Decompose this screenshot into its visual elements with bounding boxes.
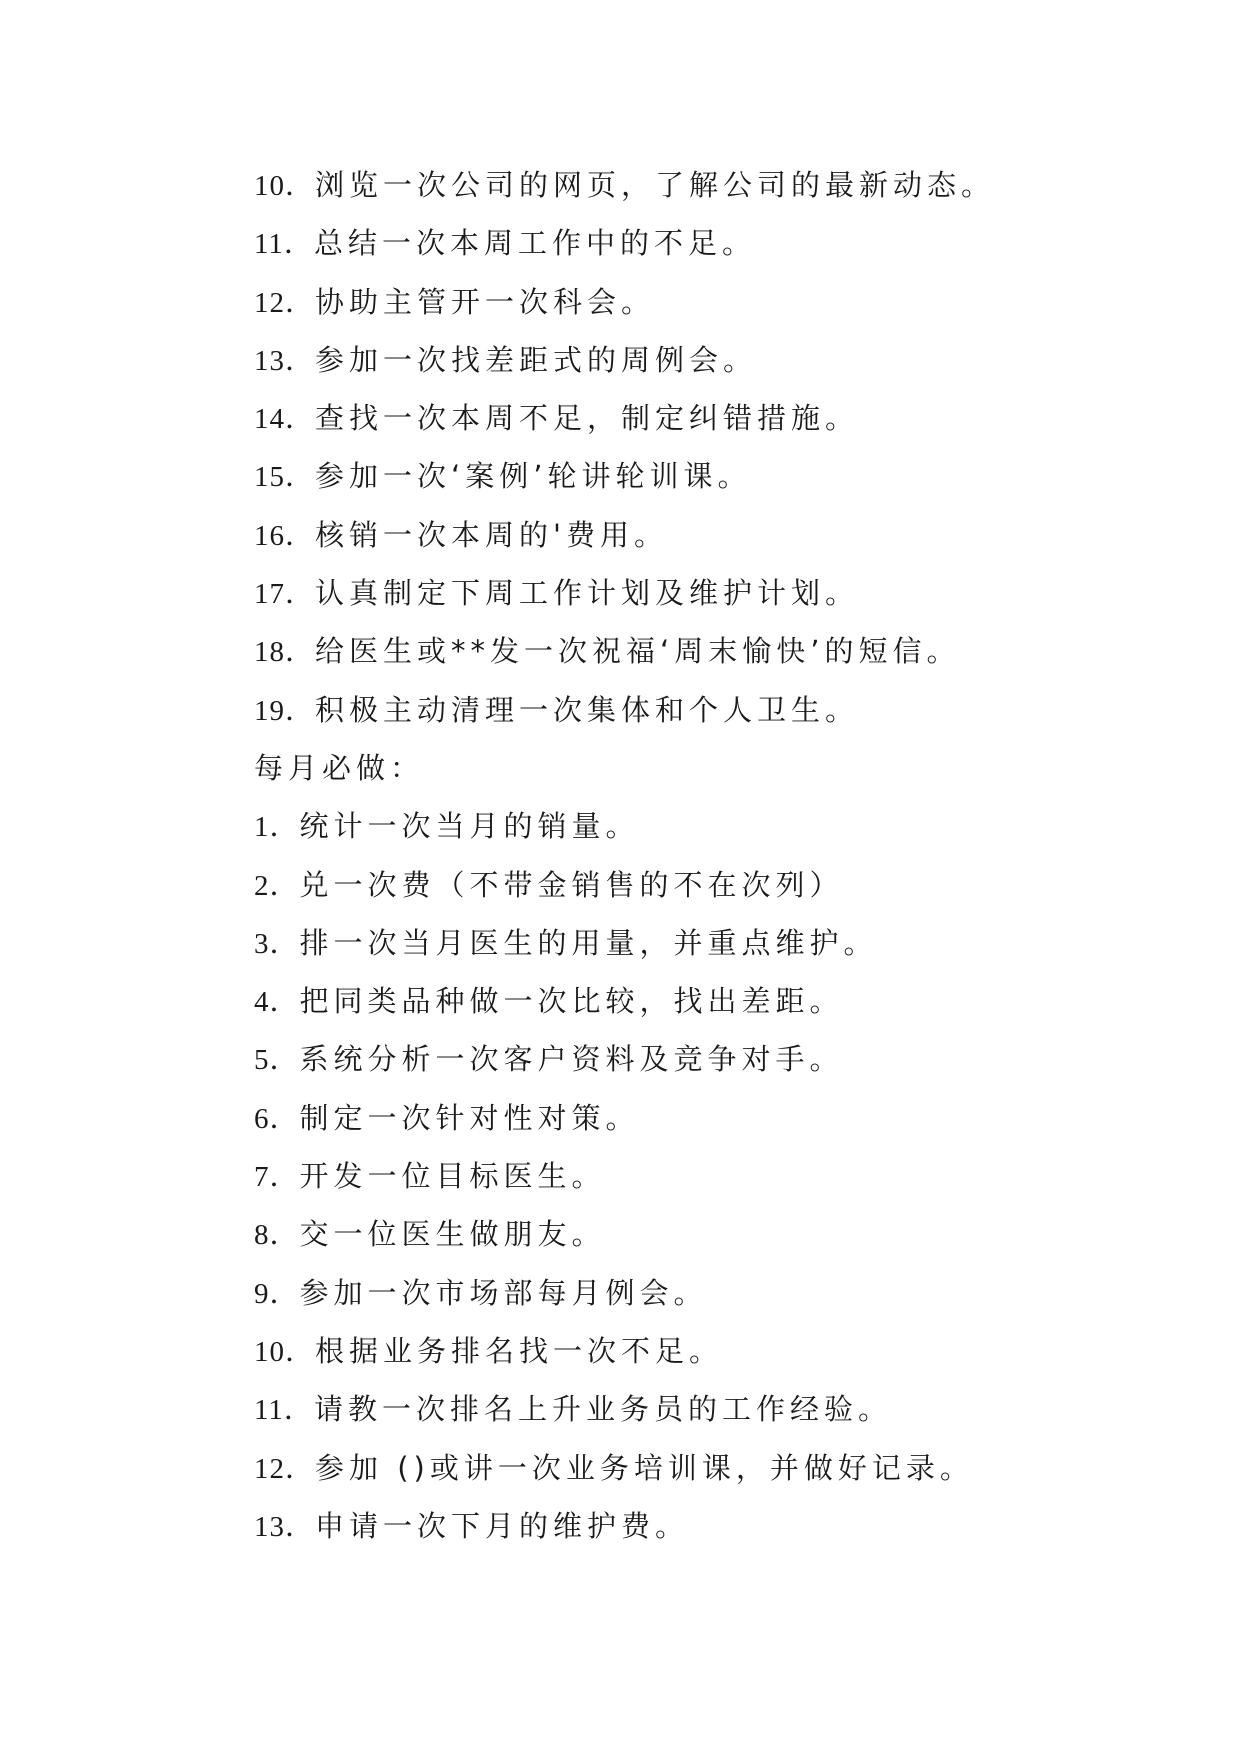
item-number: 2．: [254, 869, 300, 902]
item-number: 7．: [254, 1161, 300, 1194]
list-item: [254, 1380, 1154, 1438]
item-text: 开发一位目标医生。: [299, 1159, 606, 1194]
list-item: [254, 856, 1154, 914]
item-number: 12．: [254, 1452, 316, 1485]
item-number: 9．: [254, 1277, 300, 1310]
list-item: [254, 1089, 1154, 1147]
list-item: [254, 1030, 1154, 1088]
item-number: 11．: [254, 228, 314, 261]
item-number: 15．: [254, 461, 316, 494]
list-item: [254, 1264, 1154, 1322]
item-number: 4．: [254, 986, 300, 1019]
item-text: 参加一次市场部每月例会。: [299, 1275, 708, 1310]
item-text: 总结一次本周工作中的不足。: [313, 226, 756, 261]
list-item: [254, 1439, 1154, 1497]
item-text: 浏览一次公司的网页，了解公司的最新动态。: [315, 168, 996, 202]
item-text: 排一次当月医生的用量，并重点维护。: [299, 925, 878, 960]
item-text: 参加一次‘案例’轮讲轮训课。: [315, 459, 752, 494]
section-heading-monthly: 每月必做：: [254, 750, 425, 785]
item-text: 协助主管开一次科会。: [315, 284, 656, 319]
item-number: 12．: [254, 286, 316, 319]
item-number: 18．: [254, 636, 316, 669]
list-item: [254, 214, 1154, 272]
item-number: 17．: [254, 578, 316, 611]
item-text: 制定一次针对性对策。: [299, 1100, 640, 1135]
list-item: [254, 156, 1154, 214]
item-number: 11．: [254, 1394, 314, 1427]
item-number: 13．: [254, 1510, 316, 1543]
item-number: 16．: [254, 519, 316, 552]
list-item: [254, 972, 1154, 1030]
list-item: [254, 447, 1154, 505]
item-number: 10．: [254, 1335, 316, 1368]
list-item: [254, 564, 1154, 622]
item-number: 13．: [254, 344, 316, 377]
item-text: 积极主动清理一次集体和个人卫生。: [315, 692, 860, 727]
list-item: [254, 389, 1154, 447]
item-number: 19．: [254, 694, 316, 727]
list-item: [254, 797, 1154, 855]
list-item: [254, 622, 1154, 680]
list-item: [254, 506, 1154, 564]
item-number: 6．: [254, 1102, 300, 1135]
item-text: 交一位医生做朋友。: [299, 1217, 606, 1252]
item-text: 查找一次本周不足，制定纠错措施。: [315, 401, 860, 436]
item-number: 10．: [254, 170, 316, 202]
list-item: [254, 331, 1154, 389]
item-text: 系统分析一次客户资料及竞争对手。: [299, 1042, 844, 1077]
item-text: 根据业务排名找一次不足。: [315, 1333, 724, 1368]
list-item: [254, 1322, 1154, 1380]
item-text: 参加一次找差距式的周例会。: [315, 342, 758, 377]
item-text: 核销一次本周的'费用。: [315, 517, 668, 552]
item-text: 参加 ()或讲一次业务培训课，并做好记录。: [315, 1450, 974, 1485]
item-text: 认真制定下周工作计划及维护计划。: [315, 576, 860, 611]
document-body: [254, 156, 1154, 1555]
list-item: [254, 681, 1154, 739]
list-item: [254, 273, 1154, 331]
item-number: 14．: [254, 403, 316, 436]
list-item: [254, 1497, 1154, 1555]
list-item: [254, 914, 1154, 972]
item-text: 请教一次排名上升业务员的工作经验。: [313, 1392, 892, 1427]
item-text: 兑一次费（不带金销售的不在次列）: [299, 867, 844, 902]
list-item: [254, 1205, 1154, 1263]
item-number: 5．: [254, 1044, 300, 1077]
item-number: 8．: [254, 1219, 300, 1252]
item-text: 申请一次下月的维护费。: [315, 1508, 690, 1543]
item-number: 3．: [254, 927, 300, 960]
item-text: 把同类品种做一次比较，找出差距。: [299, 984, 844, 1019]
item-text: 给医生或**发一次祝福‘周末愉快’的短信。: [315, 634, 961, 669]
item-text: 统计一次当月的销量。: [299, 809, 640, 844]
list-item: [254, 1147, 1154, 1205]
item-number: 1．: [254, 811, 300, 844]
